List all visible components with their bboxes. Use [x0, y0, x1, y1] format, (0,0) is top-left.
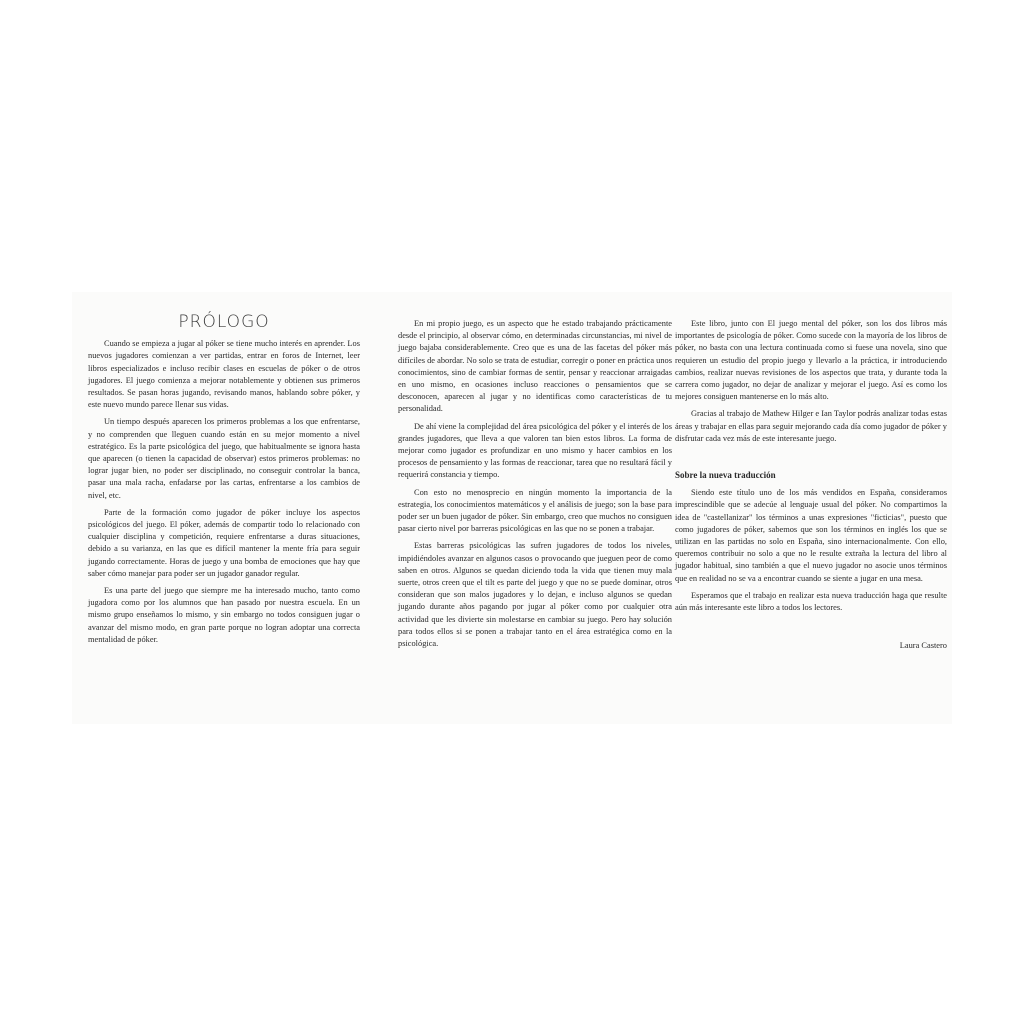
book-spread — [72, 292, 952, 724]
paragraph: En mi propio juego, es un aspecto que he estado trabajando prácticamente desde el principio, al observar cómo, en determinadas circunstancias, mi nivel de juego bajaba considerablemente. Creo que es una de las facetas del póker más difíciles de abordar. No solo se trata de estudiar, corregir o poner en práctica unos conocimientos, sino de cambiar formas de sentir, pensar y reaccionar arraigadas en uno mismo, en ocasiones incluso reacciones o pensamientos que se desconocen, aparecen al jugar y no identificas como características de tu personalidad. — [398, 319, 672, 414]
section-heading: Sobre la nueva traducción — [675, 470, 776, 481]
page-column-3 — [675, 318, 947, 652]
paragraph: Esperamos que el trabajo en realizar esta nueva traducción haga que resulte aún más interesante este libro a todos los lectores. — [675, 590, 947, 613]
paragraph: Gracias al trabajo de Mathew Hilger e Ian Taylor podrás analizar todas estas áreas y trabajar en ellas para seguir mejorando cada día como jugador de póker y disfrutar cada vez más de este interesante juego. — [675, 409, 947, 443]
paragraph: Con esto no menosprecio en ningún momento la importancia de la estrategia, los conocimientos matemáticos y el análisis de juego; son la base para poder ser un buen jugador de póker. Sin embargo, creo que muchos no consiguen pasar cierto nivel por barreras psicológicas en las que no se ponen a trabajar. — [398, 487, 672, 534]
paragraph: Estas barreras psicológicas las sufren jugadores de todos los niveles, impidiéndoles avanzar en algunos casos o provocando que jueguen peor de como saben en otros. Algunos se quedan diciendo toda la vida que tienen muy mala suerte, otros creen que el tilt es parte del juego y que no se puede dominar, otros consideran que son malos jugadores y lo dejan, e incluso algunos se quedan jugando durante años pagando por jugar al póker como por cualquier otra actividad que les divierte sin molestarse en cambiar su juego. Pero hay solución para todos ellos si se ponen a trabajar tanto en el área estratégica como en la psicológica. — [398, 541, 672, 649]
paragraph: Siendo este título uno de los más vendidos en España, consideramos imprescindible que se adecúe al lenguaje usual del póker. No compartimos la idea de "castellanizar" los términos a unas expresiones "ficticias", puesto que como jugadores de póker, sabemos que son los términos en inglés los que se utilizan en las partidas no solo en España, sino internacionalmente. Con ello, queremos contribuir no solo a que no le resulte extraña la lectura del libro al jugador habitual, sino también a que el nuevo jugador no asocie unos términos que en realidad no se va a encontrar cuando se siente a jugar en una mesa. — [675, 488, 947, 583]
page-column-2 — [398, 318, 672, 655]
author-signature: Laura Castero — [899, 641, 947, 651]
page-title: PRÓLOGO — [178, 312, 270, 332]
paragraph: Este libro, junto con El juego mental del póker, son los dos libros más importantes de psicología de póker. Como sucede con la mayoría de los libros de póker, no basta con una lectura continuada como si fuese una novela, sino que requieren un estudio del propio juego y llevarlo a la práctica, ir introduciendo cambios, realizar nuevas revisiones de los aspectos que trata, y durante toda la carrera como jugador, no dejar de analizar y mejorar el juego. Así es como los mejores consiguen mantenerse en lo más alto. — [675, 319, 947, 402]
paragraph: Parte de la formación como jugador de póker incluye los aspectos psicológicos del juego. El póker, además de compartir todo lo relacionado con cualquier disciplina y competición, requiere enfrentarse a duras situaciones, debido a su varianza, en las que es difícil mantener la mente fría para seguir jugando correctamente. Horas de juego y una bomba de emociones que hay que saber cómo manejar para poder ser un jugador ganador regular. — [88, 507, 360, 578]
paragraph: De ahí viene la complejidad del área psicológica del póker y el interés de los grandes jugadores, que lleva a que valoren tan bien estos libros. La forma de mejorar como jugador es profundizar en uno mismo y hacer cambios en los procesos de pensamiento y las formas de reaccionar, tarea que no resultará fácil y requerirá constancia y tiempo. — [398, 421, 672, 480]
paragraph: Cuando se empieza a jugar al póker se tiene mucho interés en aprender. Los nuevos jugadores comienzan a ver partidas, entrar en foros de Internet, leer libros especializados e incluso recibir clases en escuelas de póker o de otros jugadores. El juego comienza a mejorar notablemente y obtienen sus primeros resultados. Se pasan horas jugando, revisando manos, hablando sobre póker, y este nuevo mundo parece llenar sus vidas. — [88, 339, 360, 410]
paragraph: Es una parte del juego que siempre me ha interesado mucho, tanto como jugadora como por los alumnos que han pasado por nuestra escuela. En un mismo grupo enseñamos lo mismo, y sin embargo no todos consiguen jugar o avanzar del mismo modo, en gran parte porque no logran adoptar una correcta mentalidad de póker. — [88, 586, 360, 644]
page-column-1 — [88, 312, 360, 651]
paragraph: Un tiempo después aparecen los primeros problemas a los que enfrentarse, y no comprenden que lleguen cuando están en su mejor momento a nivel estratégico. Es la parte psicológica del juego, que habitualmente se ignora hasta que aparecen (o tienen la capacidad de observar) estos primeros problemas: no lograr jugar bien, no poder ser disciplinado, no conseguir controlar la banca, pasar una mala racha, enfadarse por las cartas, enfrentarse a los cambios de nivel, etc. — [88, 417, 360, 500]
